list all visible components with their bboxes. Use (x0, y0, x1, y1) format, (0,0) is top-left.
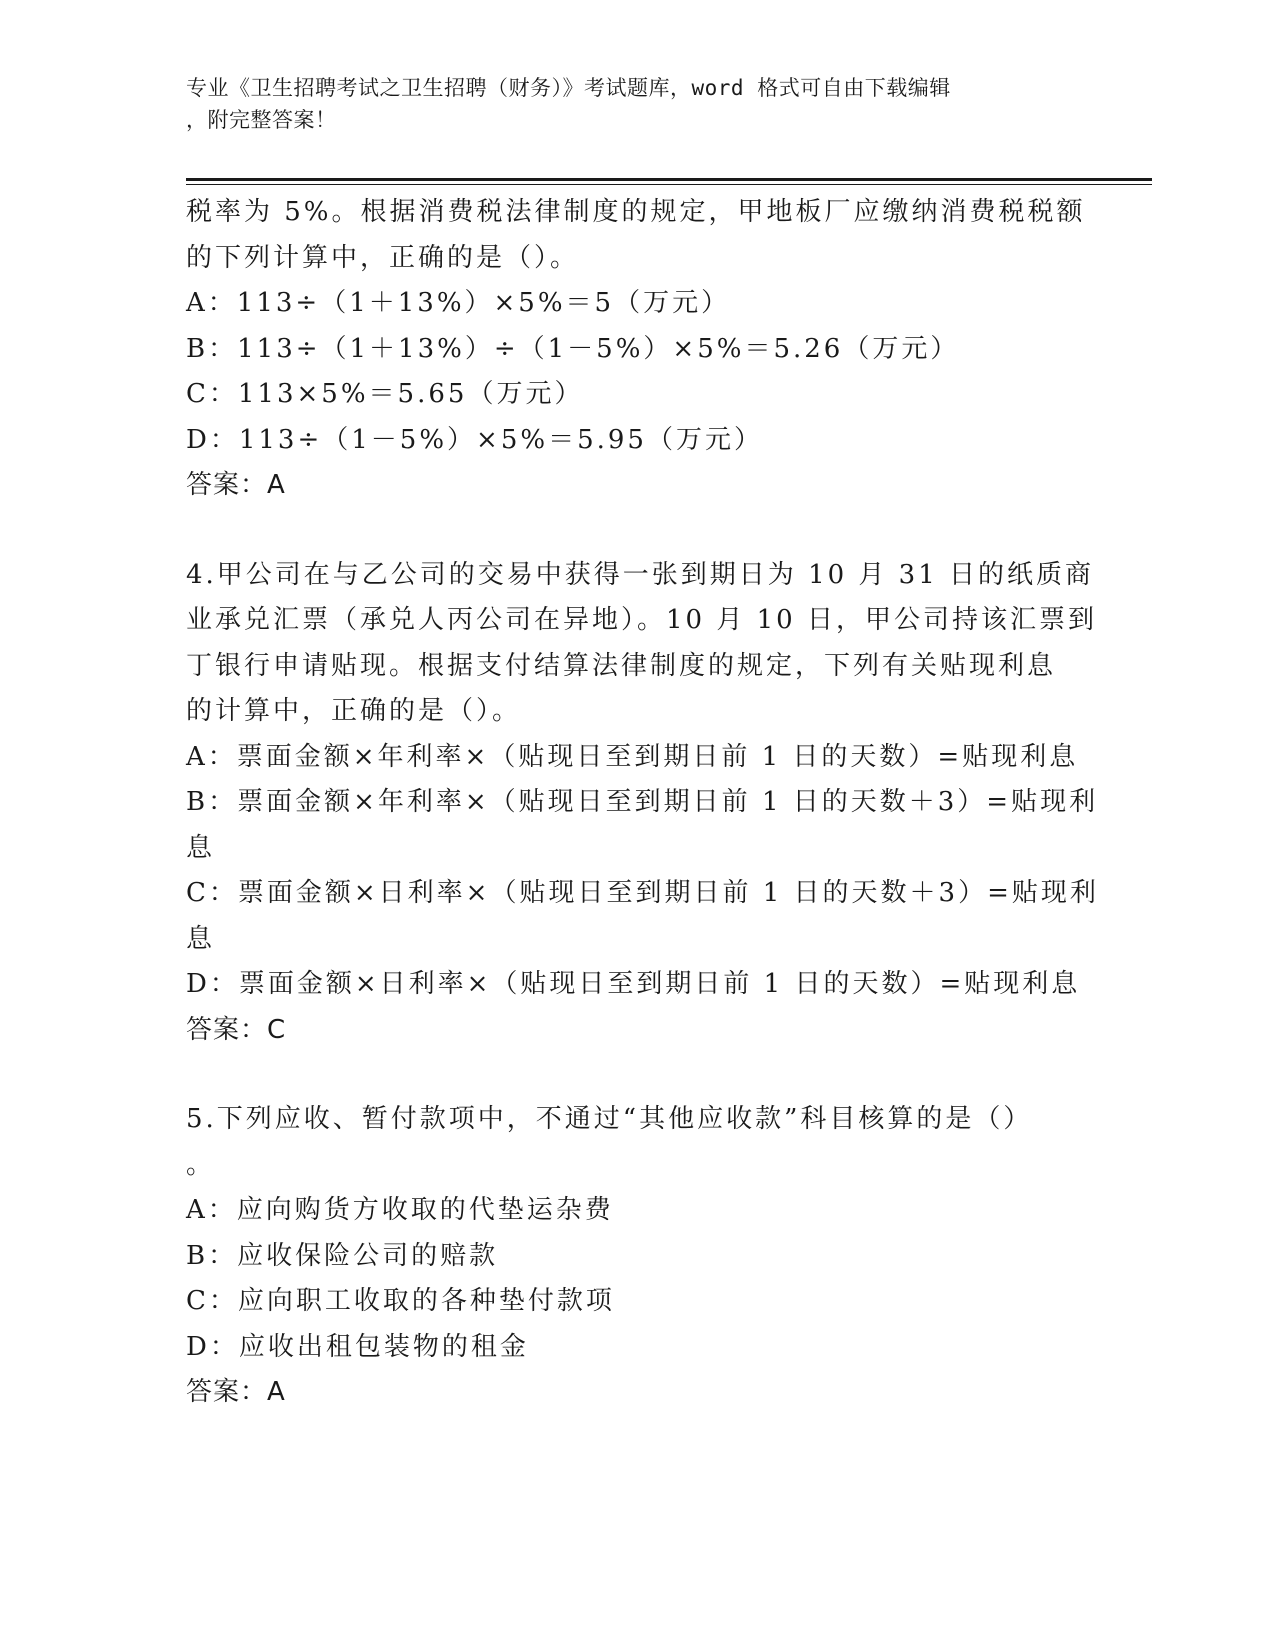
header-line-1: 专业《卫生招聘考试之卫生招聘（财务）》考试题库，word 格式可自由下载编辑 (186, 76, 951, 100)
question-text-line: 5.下列应收、暂付款项中，不通过“其他应收款”科目核算的是（） (186, 1104, 1033, 1134)
document-body (186, 190, 1146, 1416)
answer-label: 答案：A (186, 1377, 286, 1407)
question-4 (186, 553, 1146, 1054)
option-b: B：票面金额×年利率×（贴现日至到期日前 1 日的天数＋3）=贴现利 (186, 787, 1099, 817)
question-text-line: 业承兑汇票（承兑人丙公司在异地）。10 月 10 日，甲公司持该汇票到 (186, 605, 1097, 635)
question-5 (186, 1097, 1146, 1416)
option-c: C：113×5%＝5.65（万元） (186, 379, 584, 409)
option-b-wrap: 息 (186, 832, 216, 863)
answer-label: 答案：C (186, 1014, 287, 1045)
option-d: D：应收出租包装物的租金 (186, 1331, 529, 1362)
question-text-line: 4.甲公司在与乙公司的交易中获得一张到期日为 10 月 31 日的纸质商 (186, 559, 1095, 590)
spacer (186, 509, 1146, 553)
option-a: A：113÷（1＋13%）×5%＝5（万元） (186, 288, 731, 318)
option-b: B：应收保险公司的赔款 (186, 1240, 499, 1271)
answer-label: 答案：A (186, 470, 286, 500)
question-text-line: 的计算中，正确的是（）。 (186, 696, 522, 726)
header-line-2: ，附完整答案！ (186, 108, 337, 132)
document-header (186, 72, 1086, 136)
option-c: C：应向职工收取的各种垫付款项 (186, 1286, 615, 1316)
question-text-line: 丁银行申请贴现。根据支付结算法律制度的规定，下列有关贴现利息 (186, 650, 1057, 681)
question-text-line: 税率为 5%。根据消费税法律制度的规定，甲地板厂应缴纳消费税税额 (186, 197, 1086, 227)
question-3 (186, 190, 1146, 509)
option-c: C：票面金额×日利率×（贴现日至到期日前 1 日的天数＋3）=贴现利 (186, 878, 1099, 908)
question-text-line: 的下列计算中，正确的是（）。 (186, 242, 580, 273)
option-a: A：应向购货方收取的代垫运杂费 (186, 1195, 614, 1225)
option-d: D：113÷（1－5%）×5%＝5.95（万元） (186, 424, 763, 455)
header-rule-thick (186, 178, 1152, 181)
option-b: B：113÷（1＋13%）÷（1－5%）×5%＝5.26（万元） (186, 333, 960, 364)
header-rule-thin (186, 184, 1152, 185)
option-c-wrap: 息 (186, 923, 216, 954)
spacer (186, 1053, 1146, 1097)
option-d: D：票面金额×日利率×（贴现日至到期日前 1 日的天数）=贴现利息 (186, 969, 1081, 999)
option-a: A：票面金额×年利率×（贴现日至到期日前 1 日的天数）=贴现利息 (186, 741, 1079, 772)
question-text-line: 。 (186, 1149, 216, 1180)
